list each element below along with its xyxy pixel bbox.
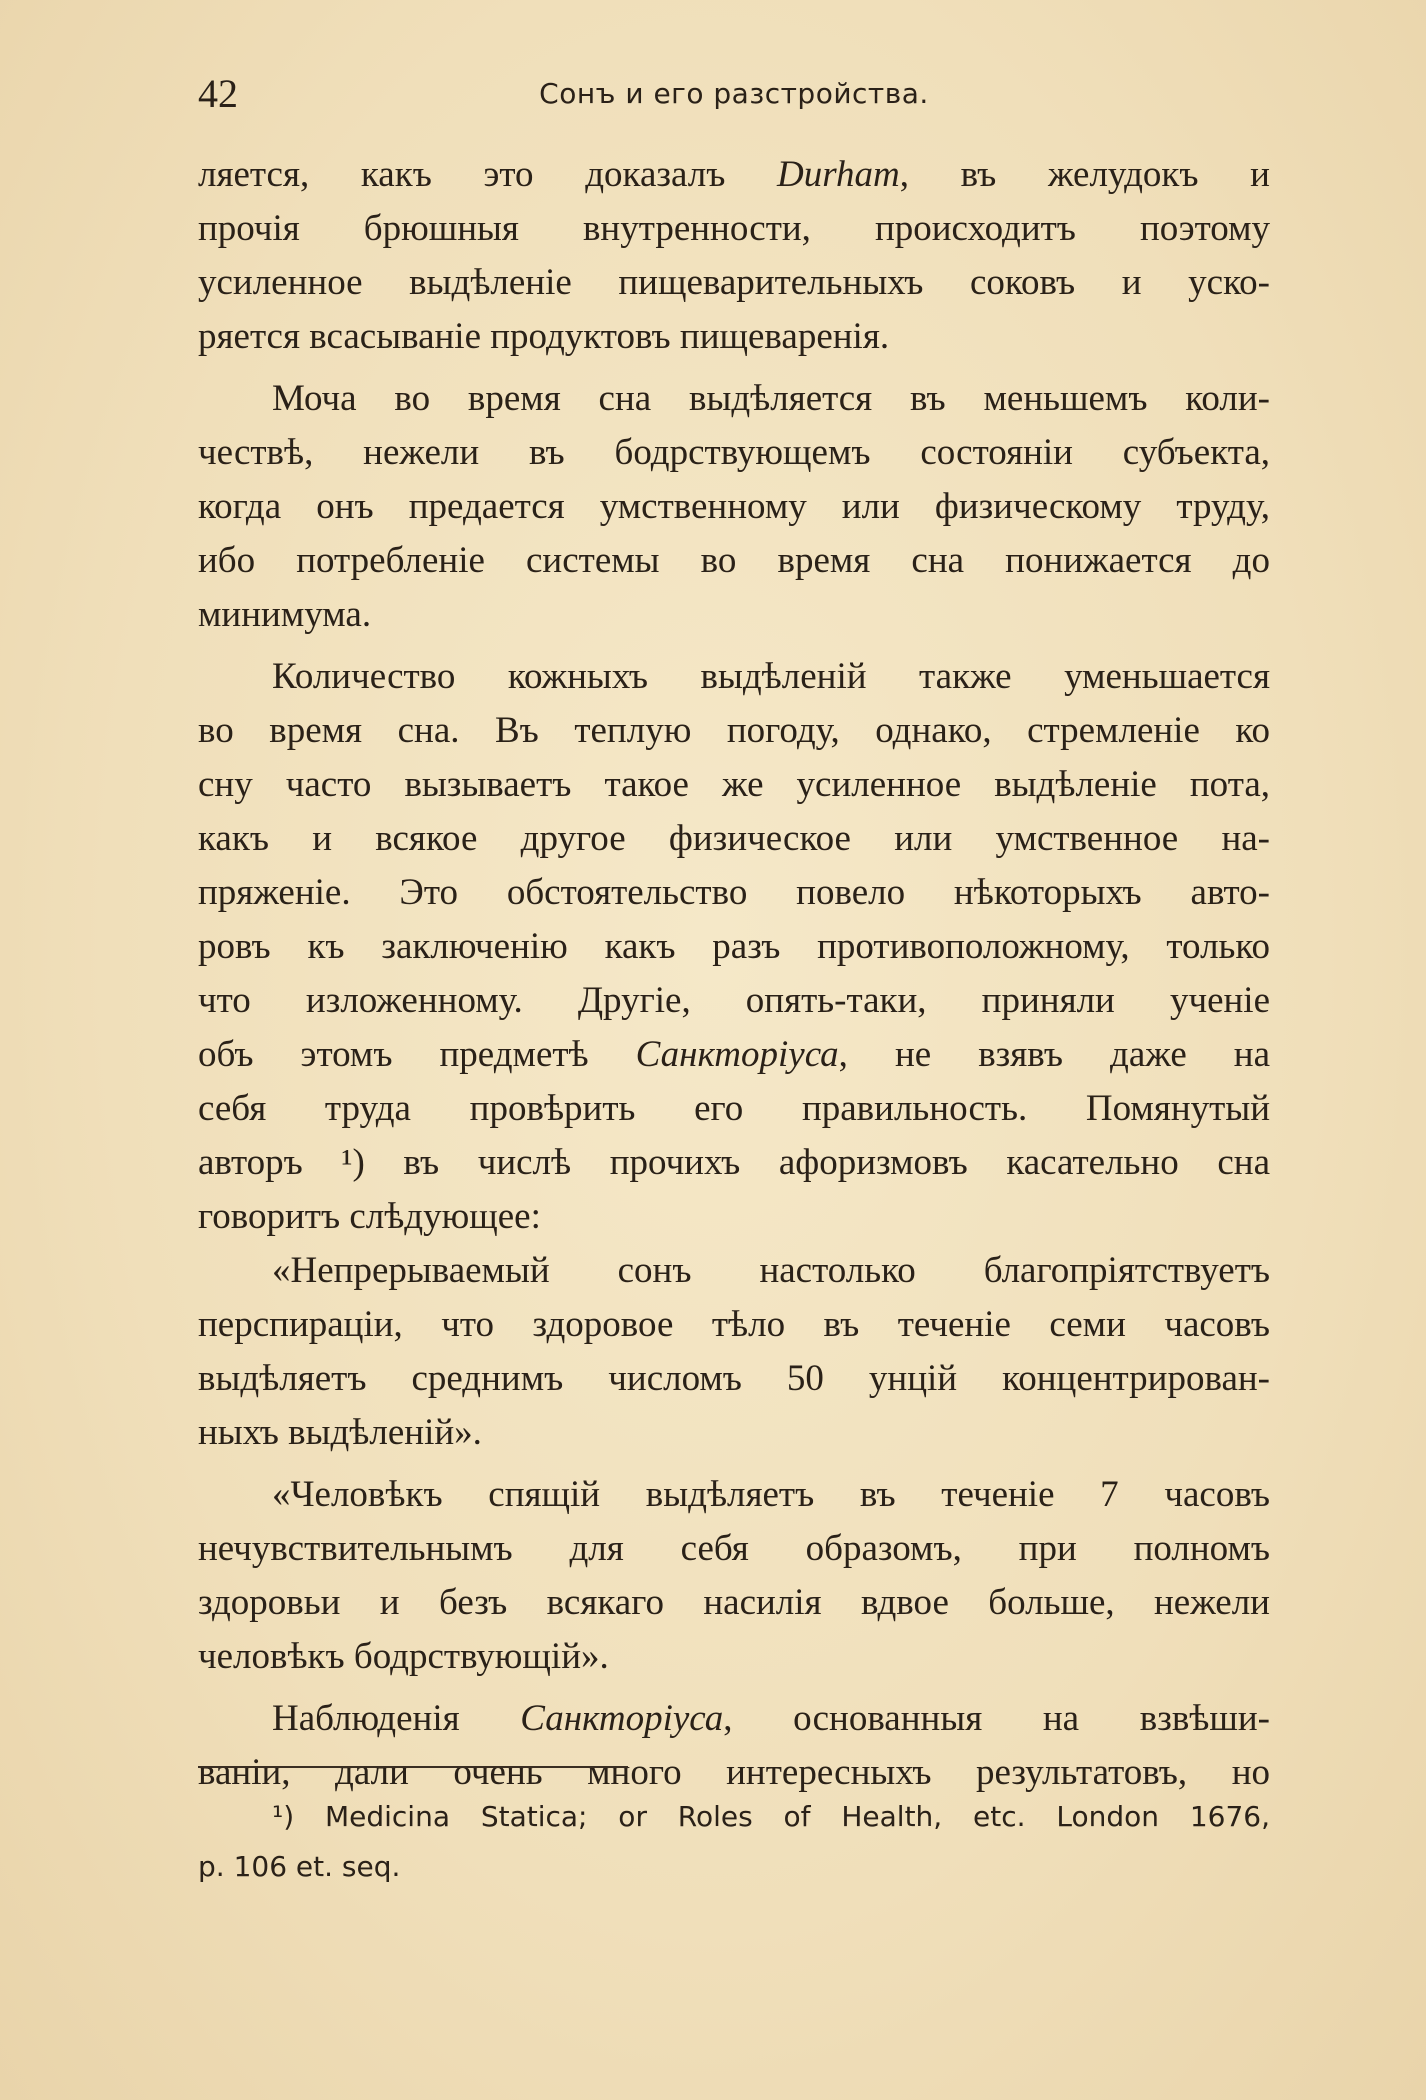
italic-name: Durham [777, 154, 900, 195]
text-line: ляется, какъ это доказалъ Durham, въ желудокъ и [198, 154, 1270, 195]
running-title: Сонъ и его разстройства. [539, 77, 929, 110]
text-line: сну часто вызываетъ такое же усиленное выдѣленіе пота, [198, 764, 1270, 805]
text-line: Наблюденія Санкторіуса, основанныя на взвѣши- [272, 1698, 1270, 1739]
page-number: 42 [198, 71, 238, 116]
text-line: ряется всасываніе продуктовъ пищеваренія. [198, 316, 890, 357]
text-line: пряженіе. Это обстоятельство повело нѣкоторыхъ авто- [198, 872, 1270, 913]
text-line: человѣкъ бодрствующій». [198, 1636, 609, 1677]
text-line: выдѣляетъ среднимъ числомъ 50 унцій концентрирован- [198, 1358, 1270, 1399]
text-line: ибо потребленіе системы во время сна понижается до [198, 540, 1270, 581]
text-line: себя труда провѣрить его правильность. Помянутый [198, 1088, 1270, 1129]
text-line: какъ и всякое другое физическое или умственное на- [198, 818, 1270, 859]
text-line: во время сна. Въ теплую погоду, однако, стремленіе ко [198, 710, 1270, 751]
text-line: ныхъ выдѣленій». [198, 1412, 482, 1453]
text-line: перспираціи, что здоровое тѣло въ теченіе семи часовъ [198, 1304, 1270, 1345]
text-line: авторъ ¹) въ числѣ прочихъ афоризмовъ касательно сна [198, 1142, 1270, 1183]
text-line: Количество кожныхъ выдѣленій также уменьшается [272, 656, 1270, 697]
text-line: усиленное выдѣленіе пищеварительныхъ соковъ и уско- [198, 262, 1270, 303]
text-line: ровъ къ заключенію какъ разъ противоположному, только [198, 926, 1270, 967]
body-text [198, 148, 1270, 1800]
text-line: чествѣ, нежели въ бодрствующемъ состояніи субъекта, [198, 432, 1270, 473]
text-line: здоровьи и безъ всякаго насилія вдвое больше, нежели [198, 1582, 1270, 1623]
text-line: что изложенному. Другіе, опять-таки, приняли ученіе [198, 980, 1270, 1021]
footnote [198, 1792, 1270, 1892]
text-line: Моча во время сна выдѣляется въ меньшемъ коли- [272, 378, 1270, 419]
text-line: ваніи, дали очень много интересныхъ результатовъ, но [198, 1752, 1270, 1793]
text-line: когда онъ предается умственному или физическому труду, [198, 486, 1270, 527]
text-line: прочія брюшныя внутренности, происходитъ поэтому [198, 208, 1270, 249]
italic-name: Санкторіуса [635, 1034, 839, 1075]
text-line: нечувствительнымъ для себя образомъ, при полномъ [198, 1528, 1270, 1569]
footnote-line: ¹) Medicina Statica; or Roles of Health, etc. London 1676, [272, 1800, 1270, 1833]
italic-name: Санкторіуса [520, 1698, 724, 1739]
page-header [198, 64, 1270, 124]
text-line: минимума. [198, 594, 372, 635]
text-line: «Человѣкъ спящій выдѣляетъ въ теченіе 7 часовъ [272, 1474, 1270, 1515]
footnote-line: p. 106 et. seq. [198, 1850, 401, 1883]
text-line: говоритъ слѣдующее: [198, 1196, 541, 1237]
footnote-divider [198, 1766, 628, 1768]
text-line: «Непрерываемый сонъ настолько благопріятствуетъ [272, 1250, 1270, 1291]
text-line: объ этомъ предметѣ Санкторіуса, не взявъ даже на [198, 1034, 1270, 1075]
